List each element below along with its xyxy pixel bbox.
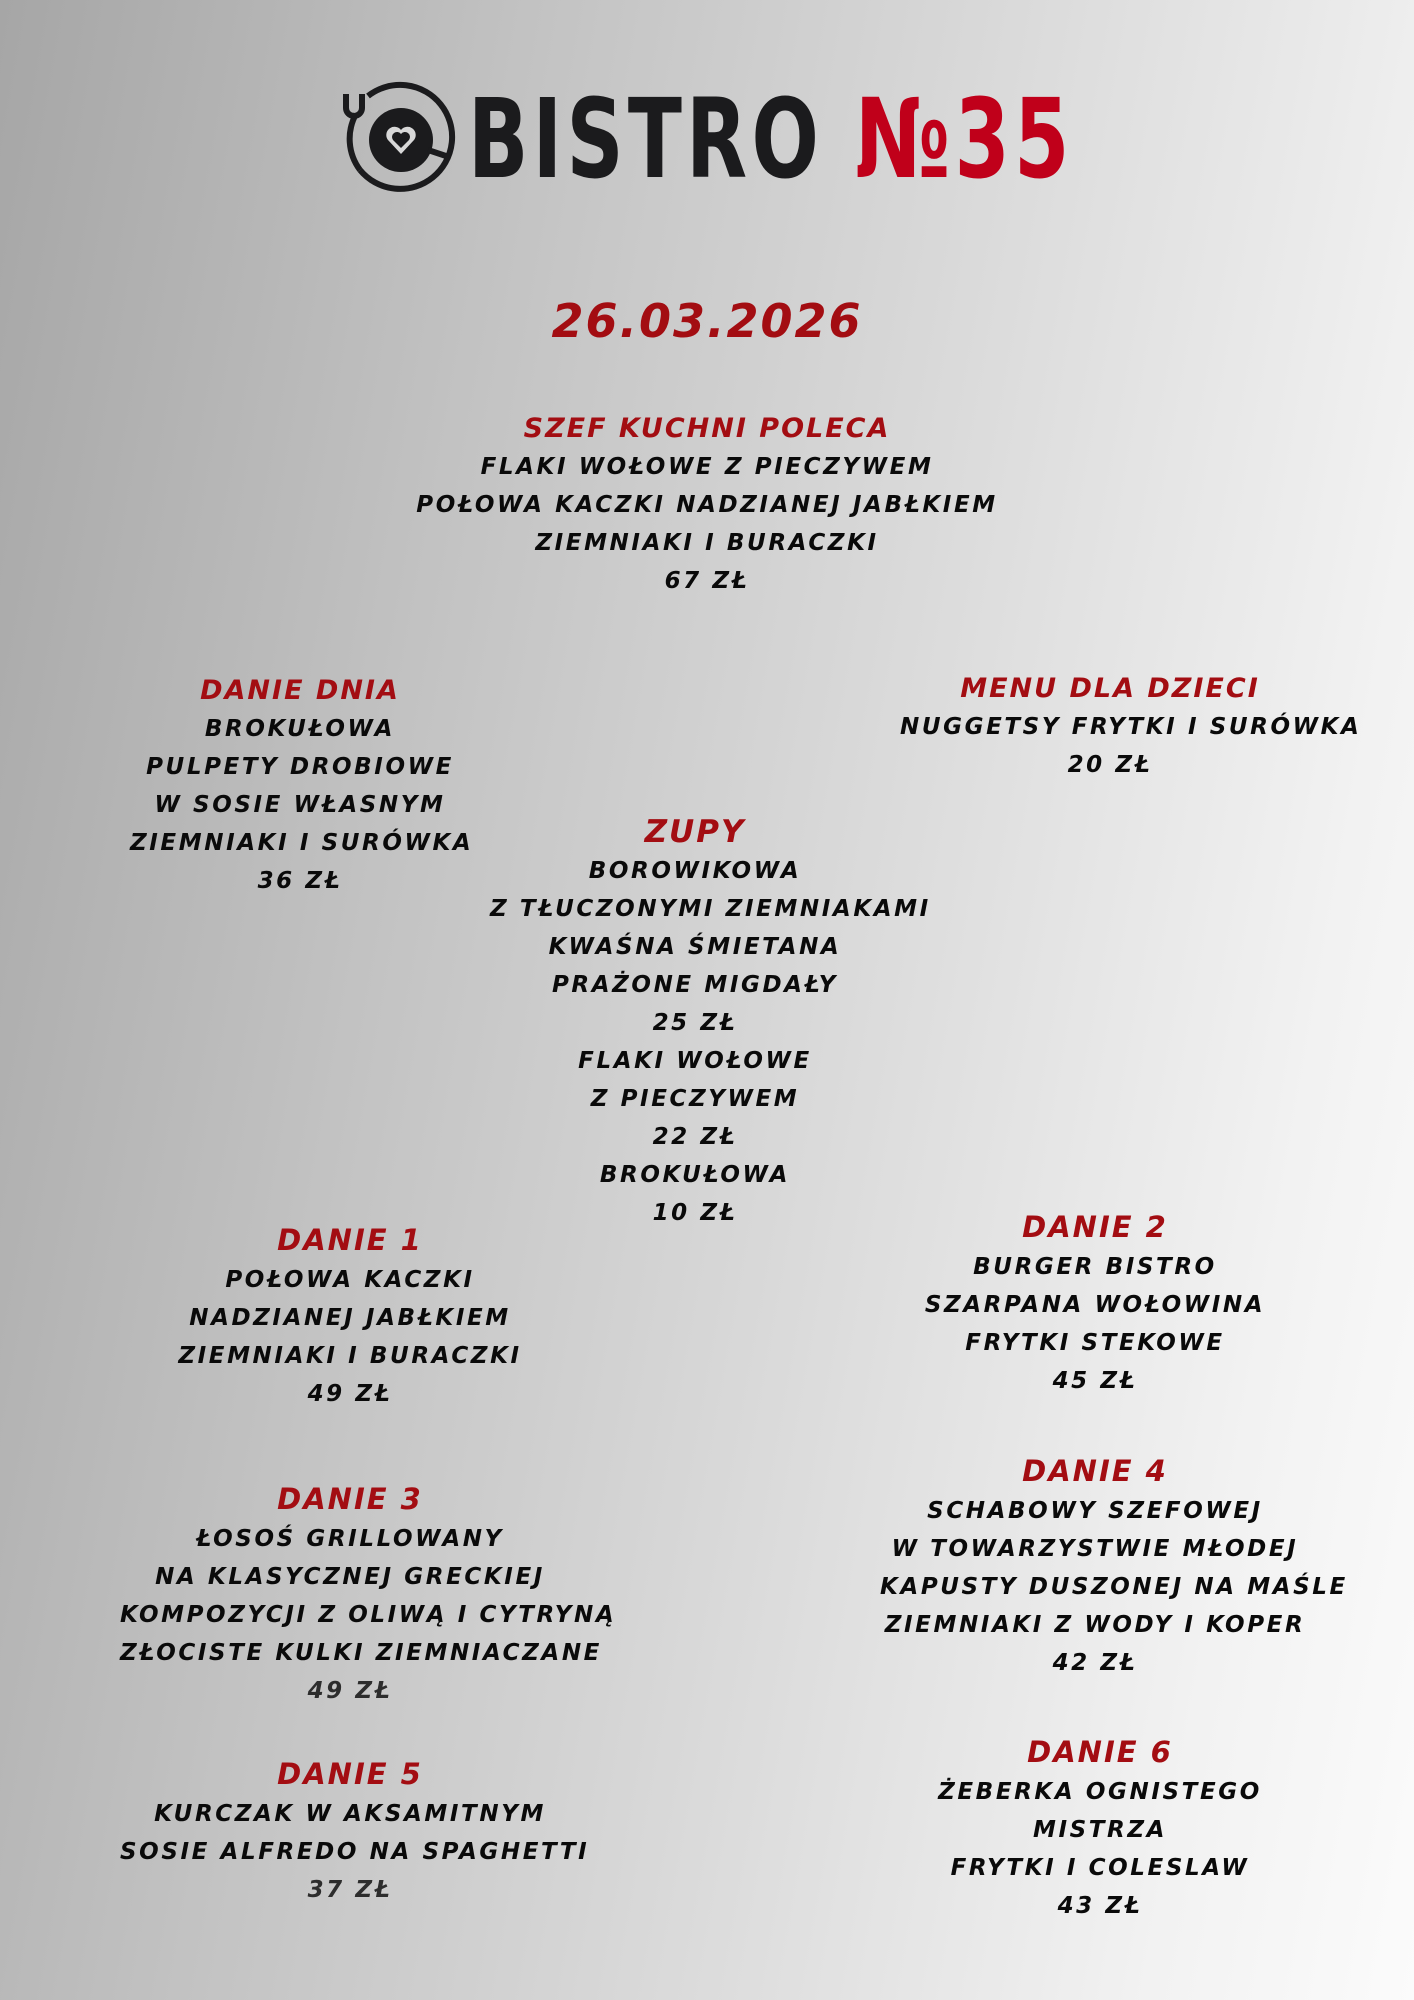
menu-line: BROKUŁOWA — [204, 716, 396, 742]
section-dish-1 — [170, 1219, 530, 1413]
menu-price: 25 ZŁ — [652, 1010, 738, 1036]
brand-name — [468, 75, 1074, 203]
menu-price: 42 ZŁ — [1052, 1650, 1138, 1676]
plate-fork-heart-icon — [338, 74, 462, 198]
menu-line: KAPUSTY DUSZONEJ NA MAŚLE — [880, 1574, 1348, 1600]
menu-line: POŁOWA KACZKI NADZIANEJ JABŁKIEM — [416, 492, 998, 518]
brand-name-red: №35 — [855, 75, 1074, 203]
menu-line: Z PIECZYWEM — [590, 1086, 800, 1112]
menu-line: PULPETY DROBIOWE — [146, 754, 454, 780]
section-title: DANIE 5 — [277, 1757, 423, 1791]
menu-line: ŁOSOŚ GRILLOWANY — [196, 1526, 504, 1552]
section-title: DANIE 2 — [1022, 1210, 1168, 1244]
menu-line: NADZIANEJ JABŁKIEM — [189, 1305, 511, 1331]
menu-line: KURCZAK W AKSAMITNYM — [154, 1801, 546, 1827]
section-title: SZEF KUCHNI POLECA — [523, 413, 891, 444]
menu-price: 45 ZŁ — [1052, 1368, 1138, 1394]
menu-line: MISTRZA — [1032, 1817, 1168, 1843]
menu-price: 36 ZŁ — [257, 868, 343, 894]
menu-line: ZIEMNIAKI Z WODY I KOPER — [884, 1612, 1306, 1638]
menu-line: FRYTKI STEKOWE — [965, 1330, 1225, 1356]
section-kids-menu — [900, 670, 1362, 784]
menu-line: KWAŚNA ŚMIETANA — [548, 934, 842, 960]
menu-line: W SOSIE WŁASNYM — [154, 792, 446, 818]
menu-line: PRAŻONE MIGDAŁY — [551, 972, 839, 998]
menu-line: BROKUŁOWA — [599, 1162, 791, 1188]
menu-line: FRYTKI I COLESLAW — [950, 1855, 1250, 1881]
menu-line: ZŁOCISTE KULKI ZIEMNIACZANE — [120, 1640, 602, 1666]
menu-line: ZIEMNIAKI I BURACZKI — [178, 1343, 522, 1369]
menu-line: FLAKI WOŁOWE — [578, 1048, 812, 1074]
menu-line: SCHABOWY SZEFOWEJ — [927, 1498, 1263, 1524]
brand-name-dark: BISTRO — [468, 75, 824, 203]
menu-line: POŁOWA KACZKI — [225, 1267, 475, 1293]
menu-line: Z TŁUCZONYMI ZIEMNIAKAMI — [490, 896, 931, 922]
menu-price: 49 ZŁ — [307, 1678, 393, 1704]
section-dish-3 — [120, 1478, 617, 1710]
menu-price: 22 ZŁ — [652, 1124, 738, 1150]
menu-line: NA KLASYCZNEJ GRECKIEJ — [155, 1564, 545, 1590]
section-dish-5 — [120, 1753, 590, 1909]
section-dish-4 — [880, 1450, 1348, 1682]
menu-line: W TOWARZYSTWIE MŁODEJ — [891, 1536, 1299, 1562]
bistro-logo — [338, 74, 1074, 204]
section-soups — [490, 812, 931, 1232]
menu-price: 10 ZŁ — [652, 1200, 738, 1226]
menu-line: SOSIE ALFREDO NA SPAGHETTI — [120, 1839, 590, 1865]
section-title: DANIE DNIA — [200, 675, 400, 706]
section-dish-6 — [920, 1731, 1280, 1925]
section-chef-recommends — [357, 410, 1057, 600]
menu-line: FLAKI WOŁOWE Z PIECZYWEM — [480, 454, 934, 480]
section-daily-dish — [130, 672, 474, 900]
section-title: DANIE 1 — [277, 1223, 423, 1257]
menu-line: ŻEBERKA OGNISTEGO — [938, 1779, 1262, 1805]
menu-price: 37 ZŁ — [307, 1877, 393, 1903]
section-title: DANIE 4 — [1022, 1454, 1168, 1488]
menu-date: 26.03.2026 — [551, 294, 863, 348]
menu-line: NUGGETSY FRYTKI I SURÓWKA — [900, 714, 1362, 740]
menu-line: SZARPANA WOŁOWINA — [924, 1292, 1266, 1318]
menu-price: 49 ZŁ — [307, 1381, 393, 1407]
menu-price: 43 ZŁ — [1057, 1893, 1143, 1919]
menu-line: BOROWIKOWA — [588, 858, 802, 884]
section-title: DANIE 3 — [277, 1482, 423, 1516]
menu-price: 20 ZŁ — [1067, 752, 1153, 778]
menu-line: KOMPOZYCJI Z OLIWĄ I CYTRYNĄ — [120, 1602, 617, 1628]
menu-line: ZIEMNIAKI I BURACZKI — [535, 530, 879, 556]
section-title: DANIE 6 — [1027, 1735, 1173, 1769]
section-title: ZUPY — [644, 814, 746, 850]
menu-line: ZIEMNIAKI I SURÓWKA — [130, 830, 474, 856]
section-title: MENU DLA DZIECI — [960, 673, 1260, 704]
menu-line: BURGER BISTRO — [973, 1254, 1217, 1280]
section-dish-2 — [900, 1206, 1290, 1400]
menu-price: 67 ZŁ — [664, 568, 750, 594]
